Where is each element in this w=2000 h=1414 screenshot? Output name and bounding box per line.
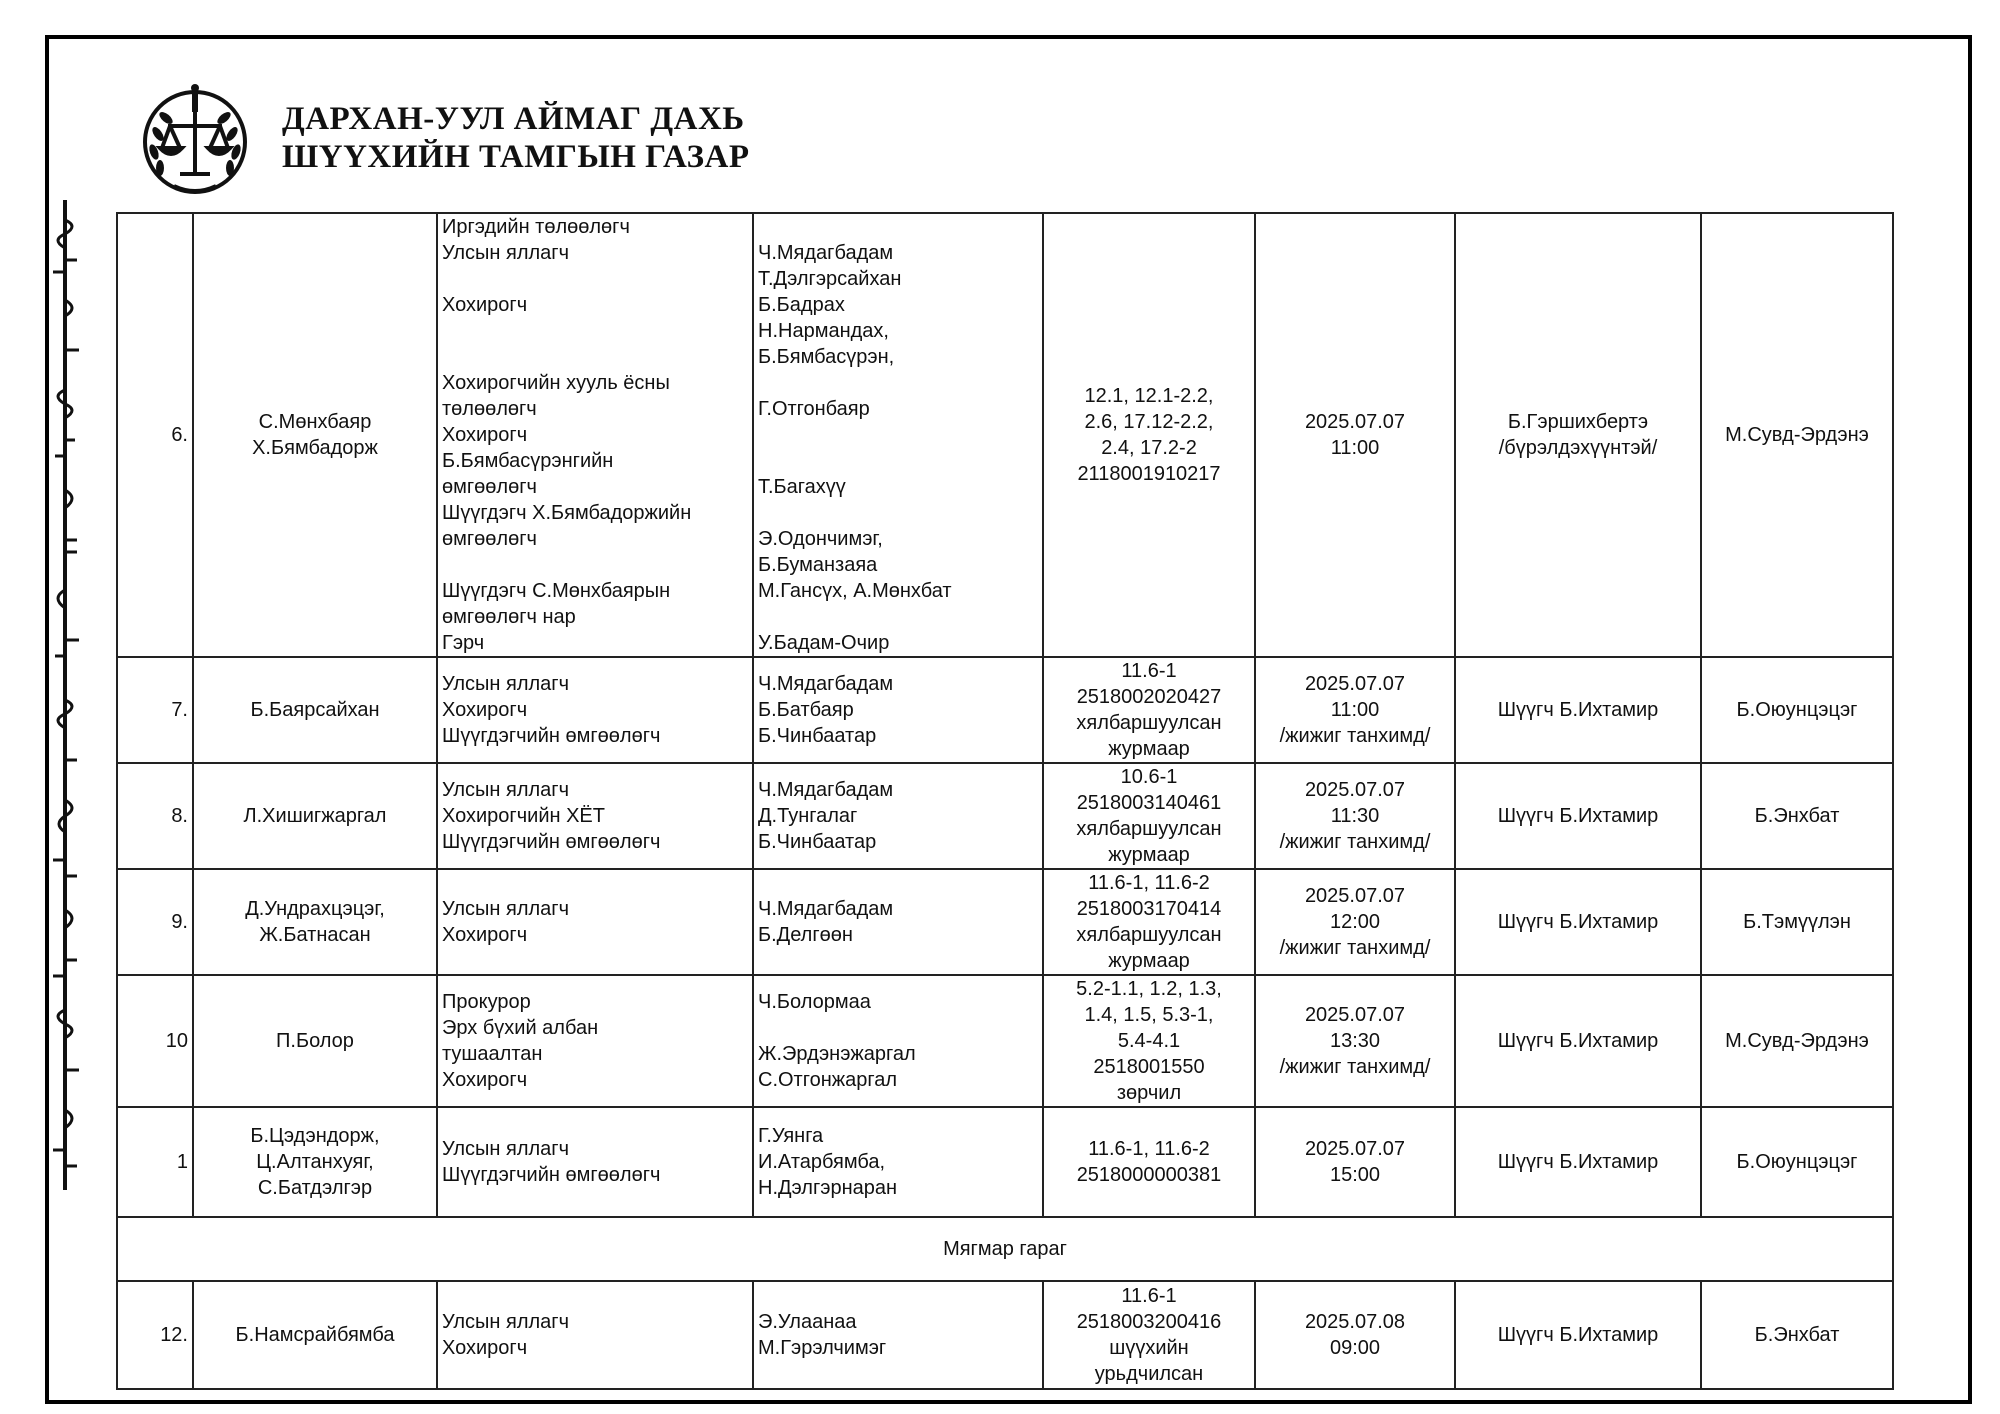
case-articles: 11.6-1 2518002020427 хялбаршуулсан журмаар: [1043, 657, 1255, 763]
table-row: [117, 1281, 1893, 1389]
judge-name: Шүүгч Б.Ихтамир: [1455, 869, 1701, 975]
judge-name: Шүүгч Б.Ихтамир: [1455, 1107, 1701, 1217]
judge-name: Шүүгч Б.Ихтамир: [1455, 1281, 1701, 1389]
row-number: 6.: [117, 213, 193, 657]
participant-roles: Прокурор Эрх бүхий албан тушаалтан Хохирогч: [437, 975, 753, 1107]
day-header-row: [117, 1217, 1893, 1281]
clerk-name: М.Сувд-Эрдэнэ: [1701, 975, 1893, 1107]
clerk-name: Б.Энхбат: [1701, 1281, 1893, 1389]
participant-roles: Улсын яллагч Шүүгдэгчийн өмгөөлөгч: [437, 1107, 753, 1217]
hearing-datetime: 2025.07.08 09:00: [1255, 1281, 1455, 1389]
defendant-names: Б.Намсрайбямба: [193, 1281, 437, 1389]
hearing-datetime: 2025.07.07 11:00 /жижиг танхимд/: [1255, 657, 1455, 763]
row-number: 10: [117, 975, 193, 1107]
defendant-names: Б.Баярсайхан: [193, 657, 437, 763]
table-row: [117, 975, 1893, 1107]
court-emblem-icon: [140, 82, 250, 200]
participant-names: Э.Улаанаа М.Гэрэлчимэг: [753, 1281, 1043, 1389]
judge-name: Б.Гэршихбертэ /бүрэлдэхүүнтэй/: [1455, 213, 1701, 657]
case-articles: 11.6-1, 11.6-2 2518003170414 хялбаршуулсан журмаар: [1043, 869, 1255, 975]
defendant-names: Л.Хишигжаргал: [193, 763, 437, 869]
table-row: [117, 763, 1893, 869]
vertical-script-graphic: [48, 200, 82, 1190]
participant-roles: Улсын яллагч Хохирогч: [437, 869, 753, 975]
row-number: 8.: [117, 763, 193, 869]
row-number: 12.: [117, 1281, 193, 1389]
participant-names: Ч.Болормаа Ж.Эрдэнэжаргал С.Отгонжаргал: [753, 975, 1043, 1107]
case-articles: 10.6-1 2518003140461 хялбаршуулсан журмаар: [1043, 763, 1255, 869]
clerk-name: Б.Тэмүүлэн: [1701, 869, 1893, 975]
participant-names: Г.Уянга И.Атарбямба, Н.Дэлгэрнаран: [753, 1107, 1043, 1217]
row-number: 1: [117, 1107, 193, 1217]
table-row: [117, 1107, 1893, 1217]
table-row: [117, 213, 1893, 657]
hearing-datetime: 2025.07.07 11:00: [1255, 213, 1455, 657]
organization-title: [282, 100, 749, 176]
hearing-datetime: 2025.07.07 13:30 /жижиг танхимд/: [1255, 975, 1455, 1107]
participant-names: Ч.Мядагбадам Д.Тунгалаг Б.Чинбаатар: [753, 763, 1043, 869]
clerk-name: М.Сувд-Эрдэнэ: [1701, 213, 1893, 657]
day-header: Мягмар гараг: [117, 1217, 1893, 1281]
hearing-datetime: 2025.07.07 12:00 /жижиг танхимд/: [1255, 869, 1455, 975]
defendant-names: С.Мөнхбаяр Х.Бямбадорж: [193, 213, 437, 657]
participant-names: Ч.Мядагбадам Б.Батбаяр Б.Чинбаатар: [753, 657, 1043, 763]
participant-roles: Улсын яллагч Хохирогч Шүүгдэгчийн өмгөөлөгч: [437, 657, 753, 763]
participant-roles: Улсын яллагч Хохирогчийн ХЁТ Шүүгдэгчийн өмгөөлөгч: [437, 763, 753, 869]
judge-name: Шүүгч Б.Ихтамир: [1455, 657, 1701, 763]
table-row: [117, 657, 1893, 763]
case-articles: 11.6-1 2518003200416 шүүхийн урьдчилсан: [1043, 1281, 1255, 1389]
participant-roles: Иргэдийн төлөөлөгч Улсын яллагч Хохирогч Хохирогчийн хууль ёсны төлөөлөгч Хохирогч Б.Бямбасүрэнгийн өмгөөлөгч Шүүгдэгч Х.Бямбадоржийн өмгөөлөгч Шүүгдэгч С.Мөнхбаярын өмгөөлөгч нар Гэрч: [437, 213, 753, 657]
case-articles: 11.6-1, 11.6-2 2518000000381: [1043, 1107, 1255, 1217]
participant-roles: Улсын яллагч Хохирогч: [437, 1281, 753, 1389]
defendant-names: П.Болор: [193, 975, 437, 1107]
participant-names: Ч.Мядагбадам Б.Делгөөн: [753, 869, 1043, 975]
defendant-names: Б.Цэдэндорж, Ц.Алтанхуяг, С.Батдэлгэр: [193, 1107, 437, 1217]
row-number: 7.: [117, 657, 193, 763]
org-title-line1: ДАРХАН-УУЛ АЙМАГ ДАХЬ: [282, 101, 745, 137]
row-number: 9.: [117, 869, 193, 975]
case-articles: 5.2-1.1, 1.2, 1.3, 1.4, 1.5, 5.3-1, 5.4-4.1 2518001550 зөрчил: [1043, 975, 1255, 1107]
court-schedule-table: [116, 212, 1894, 1390]
case-articles: 12.1, 12.1-2.2, 2.6, 17.12-2.2, 2.4, 17.2-2 2118001910217: [1043, 213, 1255, 657]
judge-name: Шүүгч Б.Ихтамир: [1455, 763, 1701, 869]
org-title-line2: ШҮҮХИЙН ТАМГЫН ГАЗАР: [282, 139, 750, 175]
hearing-datetime: 2025.07.07 11:30 /жижиг танхимд/: [1255, 763, 1455, 869]
table-row: [117, 869, 1893, 975]
participant-names: Ч.Мядагбадам Т.Дэлгэрсайхан Б.Бадрах Н.Нармандах, Б.Бямбасүрэн, Г.Отгонбаяр Т.Багахүү Э.Одончимэг, Б.Буманзаяа М.Гансүх, А.Мөнхбат У.Бадам-Очир: [753, 213, 1043, 657]
hearing-datetime: 2025.07.07 15:00: [1255, 1107, 1455, 1217]
judge-name: Шүүгч Б.Ихтамир: [1455, 975, 1701, 1107]
schedule-body: [117, 213, 1893, 1389]
defendant-names: Д.Ундрахцэцэг, Ж.Батнасан: [193, 869, 437, 975]
clerk-name: Б.Энхбат: [1701, 763, 1893, 869]
clerk-name: Б.Оюунцэцэг: [1701, 657, 1893, 763]
vertical-mongolian-script: [48, 200, 82, 1190]
clerk-name: Б.Оюунцэцэг: [1701, 1107, 1893, 1217]
